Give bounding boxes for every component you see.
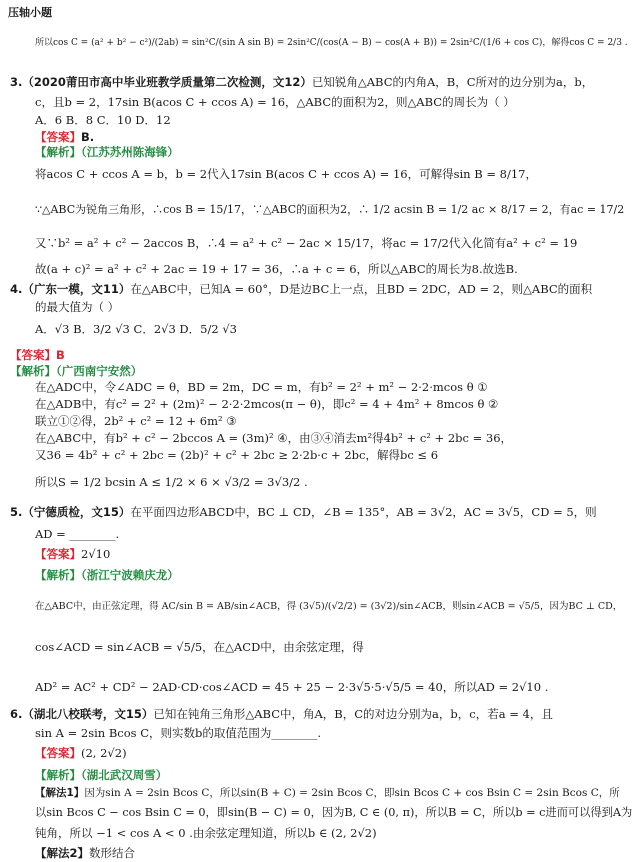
text-span: 所以S = 1/2 bcsin A ≤ 1/2 × 6 × √3/2 = 3√3/2 . (35, 475, 308, 489)
text-span: 联立①②得，2b² + c² = 12 + 6m² ③ (35, 414, 237, 428)
text-span: 将acos C + ccos A = b，b = 2代入17sin B(acos C + ccos A) = 16，可解得sin B = 8/17， (35, 167, 537, 181)
text-span: B. (81, 130, 95, 144)
text-line (35, 746, 127, 760)
text-line (35, 448, 438, 462)
text-span: 【答案】 (10, 348, 56, 362)
text-line (35, 414, 237, 428)
text-span: （2020莆田市高中毕业班教学质量第二次检测，文12） (22, 75, 312, 89)
text-line (35, 262, 518, 276)
text-span: 又∵b² = a² + c² − 2accos B，∴4 = a² + c² − 2ac × 15/17，将ac = 17/2代入化简有a² + c² = 19 (35, 236, 578, 250)
text-span: 以sin Bcos C − cos Bsin C = 0，即sin(B − C) = 0，因为B, C ∈ (0, π)，所以B = C，所以b = c进而可以得到A为 (35, 806, 633, 819)
text-span: 因为sin A = 2sin Bcos C，所以sin(B + C) = 2sin Bcos C，即sin Bcos C + cos Bsin C = 2sin Bcos C，所 (84, 787, 620, 799)
text-span: 在△ADC中，令∠ADC = θ，BD = 2m，DC = m，有b² = 2² + m² − 2·2·mcos θ ① (35, 380, 488, 394)
text-span: (2, 2√2) (81, 746, 127, 760)
text-span: c，且b = 2，17sin B(acos C + ccos A) = 16，△ABC的面积为2，则△ABC的周长为（ ） (35, 95, 515, 109)
text-span: sin A = 2sin Bcos C，则实数b的取值范围为________. (35, 726, 322, 740)
text-line (35, 568, 179, 582)
text-span: 所以cos C = (a² + b² − c²)/(2ab) = sin²C/(sin A sin B) = 2sin²C/(cos(A − B) − cos(A + B)) = 2sin²C/(1/6 + cos C)，解得cos C = 2/3 . (35, 38, 628, 48)
text-line (35, 380, 488, 394)
text-line (10, 348, 65, 362)
text-line (35, 397, 498, 411)
text-span: 3. (10, 75, 23, 89)
text-line (35, 600, 622, 614)
text-span: 已知在钝角三角形△ABC中，角A，B，C的对边分别为a，b，c，若a = 4，且 (153, 707, 553, 721)
text-span: 在△ABC中，由正弦定理，得 AC/sin B = AB/sin∠ACB，得 (3√5)/(√2/2) = (3√2)/sin∠ACB，则sin∠ACB = √5/5，因为BC ⊥ CD， (35, 601, 623, 612)
text-line (35, 846, 135, 860)
text-span: 【解析】（浙江宁波赖庆龙） (35, 568, 179, 582)
text-line (35, 806, 632, 820)
text-span: 在△ABC中，有b² + c² − 2bccos A = (3m)² ④，由③④消去m²得4b² + c² + 2bc = 36， (35, 431, 513, 445)
text-span: 【答案】 (35, 547, 81, 561)
text-line (35, 768, 167, 782)
text-line (35, 475, 308, 489)
text-span: 在平面四边形ABCD中，BC ⊥ CD，∠B = 135°，AB = 3√2，AC = 3√5，CD = 5，则 (130, 505, 597, 519)
text-line (35, 130, 94, 144)
text-span: 【解析】（江苏苏州陈海锋） (35, 145, 179, 159)
text-span: 在△ABC中，已知A = 60°，D是边BC上一点，且BD = 2DC，AD = 2，则△ABC的面积 (130, 282, 593, 296)
text-span: 【解法1】 (35, 787, 85, 799)
text-line (10, 364, 142, 378)
page-header: 压轴小题 (8, 6, 52, 19)
text-span: 6. (10, 707, 23, 721)
text-line (35, 36, 628, 50)
text-span: 5. (10, 505, 23, 519)
text-span: 【答案】 (35, 130, 81, 144)
text-span: （广东一模，文11） (22, 282, 131, 296)
text-line (35, 826, 377, 840)
text-span: 在△ADB中，有c² = 2² + (2m)² − 2·2·2mcos(π − θ)，即c² = 4 + 4m² + 8mcos θ ② (35, 397, 499, 411)
text-span: A．6 B．8 C．10 D．12 (35, 113, 171, 127)
text-line (35, 236, 577, 250)
text-span: AD² = AC² + CD² − 2AD·CD·cos∠ACD = 45 + 25 − 2·3√5·5·√5/5 = 40，所以AD = 2√10 . (35, 680, 549, 694)
text-span: 钝角，所以 −1 < cos A < 0 .由余弦定理知道，所以b ∈ (2, 2√2) (35, 826, 377, 840)
text-line (35, 322, 237, 336)
text-span: B (56, 348, 65, 362)
text-span: 【答案】 (35, 746, 81, 760)
text-line (35, 640, 364, 654)
text-line (35, 300, 119, 314)
text-line (35, 113, 171, 127)
text-line (35, 95, 515, 109)
text-span: （湖北八校联考，文15） (22, 707, 154, 721)
text-line (35, 203, 624, 217)
text-line (10, 505, 597, 519)
text-span: A．√3 B．3/2 √3 C．2√3 D．5/2 √3 (35, 322, 237, 336)
text-line (35, 680, 548, 694)
text-span: 2√10 (81, 547, 111, 561)
text-line (10, 75, 593, 89)
text-span: 【解析】（湖北武汉周雪） (35, 768, 168, 782)
text-line (10, 707, 553, 721)
text-line (35, 726, 321, 740)
text-span: 的最大值为（ ） (35, 300, 120, 314)
text-span: AD = ________. (35, 527, 120, 541)
text-span: 4. (10, 282, 23, 296)
text-span: （宁德质检，文15） (22, 505, 131, 519)
text-span: 又36 = 4b² + c² + 2bc = (2b)² + c² + 2bc ≥ 2·2b·c + 2bc，解得bc ≤ 6 (35, 448, 439, 462)
text-line (35, 167, 537, 181)
text-line (35, 145, 179, 159)
text-span: cos∠ACD = sin∠ACB = √5/5，在△ACD中，由余弦定理，得 (35, 640, 364, 654)
text-line (35, 527, 119, 541)
text-line (35, 786, 620, 800)
text-line (35, 547, 110, 561)
text-line (10, 282, 592, 296)
text-span: 数形结合 (89, 846, 136, 860)
text-span: 【解析】（广西南宁安然） (10, 364, 143, 378)
text-span: 已知锐角△ABC的内角A，B，C所对的边分别为a，b， (311, 75, 594, 89)
text-span: ∵△ABC为锐角三角形，∴cos B = 15/17，∵△ABC的面积为2，∴ 1/2 acsin B = 1/2 ac × 8/17 = 2，有ac = 17/2 (35, 203, 625, 216)
text-span: 【解法2】 (35, 846, 90, 860)
text-line (35, 431, 512, 445)
text-span: 故(a + c)² = a² + c² + 2ac = 19 + 17 = 36，∴a + c = 6，所以△ABC的周长为8.故选B. (35, 262, 518, 276)
